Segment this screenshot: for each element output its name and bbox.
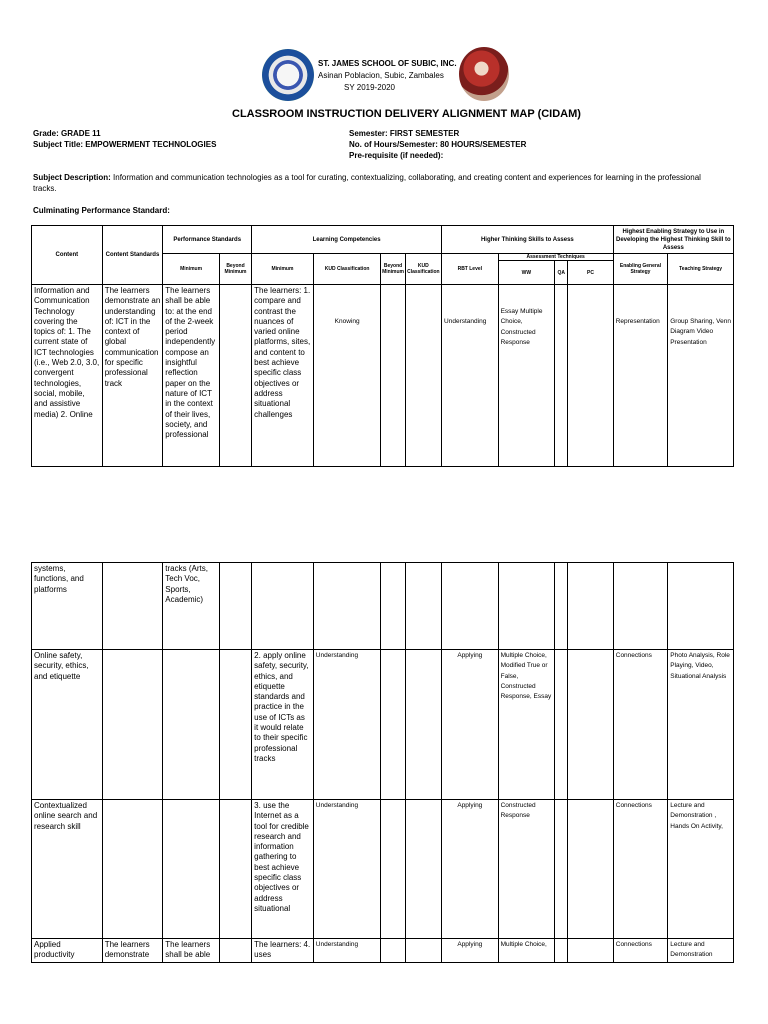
cell-pc (568, 650, 613, 800)
cell-beyond-minimum-ps (219, 563, 251, 650)
cell-minimum-ps: The learners shall be able (163, 939, 220, 963)
table-row (32, 563, 734, 650)
table-row (32, 650, 734, 800)
cell-rbt: Applying (442, 939, 499, 963)
prerequisite-label: Pre-requisite (if needed): (349, 151, 444, 160)
cell-beyond-minimum-lc (381, 939, 405, 963)
cell-qa (555, 800, 568, 939)
hours-label: No. of Hours/Semester: 80 HOURS/SEMESTER (349, 140, 527, 149)
subject-description-text: Information and communication technologies as a tool for curating, contextualizing, collaborating, and creating content and experiences for learning in the professional tracks. (33, 173, 701, 193)
header-higher-thinking-skills: Higher Thinking Skills to Assess (442, 226, 614, 254)
cell-beyond-minimum-ps (219, 650, 251, 800)
cell-minimum-lc: 3. use the Internet as a tool for credible research and information gathering to best achieve specific class objectives or address situational (252, 800, 314, 939)
cell-teaching: Lecture and Demonstration , Hands On Activity, (668, 800, 734, 939)
school-address: Asinan Poblacion, Subic, Zambales (318, 71, 444, 80)
cell-rbt (442, 563, 499, 650)
cell-rbt: Applying (442, 800, 499, 939)
cell-ww (498, 563, 555, 650)
subject-description-label: Subject Description: (33, 173, 111, 182)
cell-content: Applied productivity (32, 939, 103, 963)
grade-label: Grade: GRADE 11 (33, 129, 101, 138)
cell-content-standards (102, 563, 163, 650)
header-assessment-techniques: Assessment Techniques (498, 254, 613, 261)
cell-minimum-lc: 2. apply online safety, security, ethics, and etiquette standards and practice in the use of ICTs as it would relate to their specific professional tracks (252, 650, 314, 800)
header-performance-standards: Performance Standards (163, 226, 252, 254)
culminating-standard-label: Culminating Performance Standard: (33, 206, 170, 215)
school-year: SY 2019-2020 (344, 83, 396, 92)
header-beyond-minimum-ps: Beyond Minimum (219, 254, 251, 285)
cell-enabling: Connections (613, 939, 668, 963)
header-minimum-ps: Minimum (163, 254, 220, 285)
semester-label: Semester: FIRST SEMESTER (349, 129, 460, 138)
cell-teaching (668, 563, 734, 650)
cell-content: Information and Communication Technology covering the topics of: 1. The current state of ICT technologies (i.e., Web 2.0, 3.0, convergent technologies, social, mobile, and assistive media) 2. Online (32, 285, 103, 467)
cell-kud: Understanding (313, 800, 381, 939)
table-row (32, 800, 734, 939)
cell-enabling: Representation (613, 285, 668, 467)
cell-minimum-ps: The learners shall be able to: at the end of the 2-week period independently compose an insightful reflection paper on the nature of ICT in the context of their lives, society, and professional (163, 285, 220, 467)
cell-pc (568, 563, 613, 650)
cell-content-standards: The learners demonstrate (102, 939, 163, 963)
cell-enabling: Connections (613, 650, 668, 800)
header-highest-enabling-strategy: Highest Enabling Strategy to Use in Developing the Highest Thinking Skill to Assess (613, 226, 733, 254)
cell-ww: Multiple Choice, Modified True or False, Constructed Response, Essay (498, 650, 555, 800)
table-row (32, 939, 734, 963)
cell-minimum-ps (163, 800, 220, 939)
header-qa: QA (555, 261, 568, 285)
cell-minimum-ps: tracks (Arts, Tech Voc, Sports, Academic) (163, 563, 220, 650)
cell-beyond-minimum-lc (381, 563, 405, 650)
cell-ww: Essay Multiple Choice, Constructed Response (498, 285, 555, 467)
header-kud-classification: KUD Classification (313, 254, 381, 285)
cell-content: systems, functions, and platforms (32, 563, 103, 650)
cell-kud-2 (405, 285, 441, 467)
cidam-table-page1 (31, 225, 734, 467)
header-enabling-general-strategy: Enabling General Strategy (613, 254, 668, 285)
cell-content-standards: The learners demonstrate an understanding of: ICT in the context of global communication for specific professional track (102, 285, 163, 467)
cell-kud-2 (405, 650, 441, 800)
cell-kud-2 (405, 800, 441, 939)
cell-pc (568, 939, 613, 963)
header-kud-classification-2: KUD Classification (405, 254, 441, 285)
header-ww: WW (498, 261, 555, 285)
document-title: CLASSROOM INSTRUCTION DELIVERY ALIGNMENT MAP (CIDAM) (232, 108, 581, 120)
cell-pc (568, 800, 613, 939)
header-content-standards: Content Standards (102, 226, 163, 285)
cell-beyond-minimum-lc (381, 650, 405, 800)
cell-minimum-ps (163, 650, 220, 800)
cell-ww: Constructed Response (498, 800, 555, 939)
cell-beyond-minimum-ps (219, 800, 251, 939)
cell-enabling (613, 563, 668, 650)
cell-teaching: Group Sharing, Venn Diagram Video Presentation (668, 285, 734, 467)
header-learning-competencies: Learning Competencies (252, 226, 442, 254)
cell-kud: Understanding (313, 650, 381, 800)
school-seal-right-logo (459, 47, 509, 101)
cell-pc (568, 285, 613, 467)
cell-ww: Multiple Choice, (498, 939, 555, 963)
cidam-table-page2 (31, 562, 734, 963)
cell-enabling: Connections (613, 800, 668, 939)
cell-qa (555, 939, 568, 963)
cell-rbt: Understanding (442, 285, 499, 467)
header-rbt-level: RBT Level (442, 254, 499, 285)
cell-kud (313, 563, 381, 650)
cell-minimum-lc: The learners: 1. compare and contrast the nuances of varied online platforms, sites, and content to best achieve specific class objectives or address situational challenges (252, 285, 314, 467)
header-teaching-strategy: Teaching Strategy (668, 254, 734, 285)
cell-qa (555, 563, 568, 650)
cell-teaching: Lecture and Demonstration (668, 939, 734, 963)
cell-qa (555, 285, 568, 467)
subject-title-label: Subject Title: EMPOWERMENT TECHNOLOGIES (33, 140, 217, 149)
header-minimum-lc: Minimum (252, 254, 314, 285)
cell-beyond-minimum-lc (381, 285, 405, 467)
cell-content: Online safety, security, ethics, and etiquette (32, 650, 103, 800)
header-beyond-minimum-lc: Beyond Minimum (381, 254, 405, 285)
cell-content-standards (102, 650, 163, 800)
header-content: Content (32, 226, 103, 285)
cell-kud-2 (405, 563, 441, 650)
cell-content-standards (102, 800, 163, 939)
cell-content: Contextualized online search and research skill (32, 800, 103, 939)
header-pc: PC (568, 261, 613, 285)
cell-kud: Understanding (313, 939, 381, 963)
cell-kud-2 (405, 939, 441, 963)
cell-qa (555, 650, 568, 800)
school-seal-left-logo (262, 49, 314, 101)
cell-kud: Knowing (313, 285, 381, 467)
cell-beyond-minimum-lc (381, 800, 405, 939)
cell-beyond-minimum-ps (219, 285, 251, 467)
cell-minimum-lc (252, 563, 314, 650)
subject-description (33, 173, 723, 194)
cell-rbt: Applying (442, 650, 499, 800)
cell-beyond-minimum-ps (219, 939, 251, 963)
school-name: ST. JAMES SCHOOL OF SUBIC, INC. (318, 59, 457, 68)
cell-teaching: Photo Analysis, Role Playing, Video, Situational Analysis (668, 650, 734, 800)
cell-minimum-lc: The learners: 4. uses (252, 939, 314, 963)
